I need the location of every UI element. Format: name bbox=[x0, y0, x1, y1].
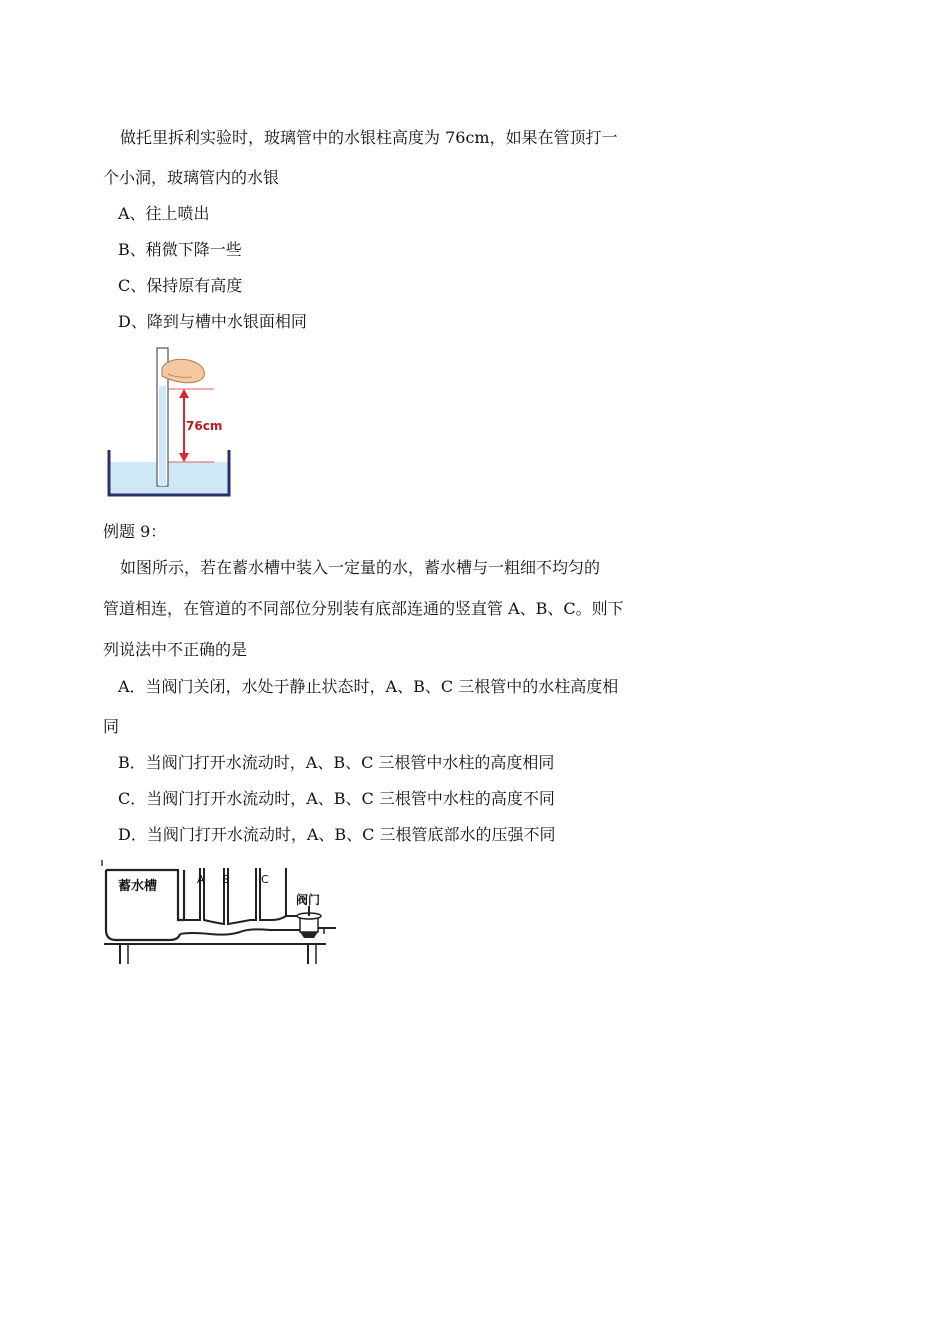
q1-option-a: A、往上喷出 bbox=[118, 204, 210, 223]
q1-option-d: D、降到与槽中水银面相同 bbox=[118, 312, 307, 331]
q2-option-a-line2: 同 bbox=[103, 717, 120, 736]
arrow-up-icon bbox=[179, 389, 189, 398]
q1-option-c: C、保持原有高度 bbox=[118, 276, 243, 295]
mercury-column bbox=[159, 386, 166, 486]
reservoir-svg bbox=[100, 858, 340, 968]
torricelli-svg bbox=[104, 346, 234, 498]
tank-label: 蓄水槽 bbox=[118, 879, 158, 894]
q1-option-b: B、稍微下降一些 bbox=[118, 240, 242, 259]
tube-label-c: C bbox=[261, 873, 269, 886]
q2-option-d: D．当阀门打开水流动时，A、B、C 三根管底部水的压强不同 bbox=[118, 825, 556, 844]
trough-liquid bbox=[110, 462, 228, 494]
q1-stem-line2: 个小洞，玻璃管内的水银 bbox=[103, 168, 280, 187]
q2-stem-line3: 列说法中不正确的是 bbox=[103, 640, 248, 659]
q2-stem-line1: 如图所示，若在蓄水槽中装入一定量的水，蓄水槽与一粗细不均匀的 bbox=[120, 558, 601, 577]
height-label: 76cm bbox=[186, 419, 223, 433]
reservoir-figure bbox=[100, 858, 340, 968]
tube-label-b: B bbox=[222, 873, 230, 886]
arrow-down-icon bbox=[179, 453, 189, 462]
q2-heading: 例题 9： bbox=[103, 522, 167, 541]
q2-option-a-line1: A．当阀门关闭，水处于静止状态时，A、B、C 三根管中的水柱高度相 bbox=[118, 677, 619, 696]
q2-stem-line2: 管道相连，在管道的不同部位分别装有底部连通的竖直管 A、B、C。则下 bbox=[103, 599, 624, 618]
hand-icon bbox=[162, 359, 204, 382]
tube-label-a: A bbox=[197, 873, 205, 886]
q2-option-c: C．当阀门打开水流动时，A、B、C 三根管中水柱的高度不同 bbox=[118, 789, 555, 808]
q2-option-b: B．当阀门打开水流动时，A、B、C 三根管中水柱的高度相同 bbox=[118, 753, 555, 772]
valve-label: 阀门 bbox=[296, 893, 321, 907]
pipe-bottom bbox=[180, 929, 300, 934]
q1-stem-line1: 做托里拆利实验时，玻璃管中的水银柱高度为 76cm，如果在管顶打一 bbox=[120, 128, 618, 147]
torricelli-figure bbox=[104, 346, 234, 498]
